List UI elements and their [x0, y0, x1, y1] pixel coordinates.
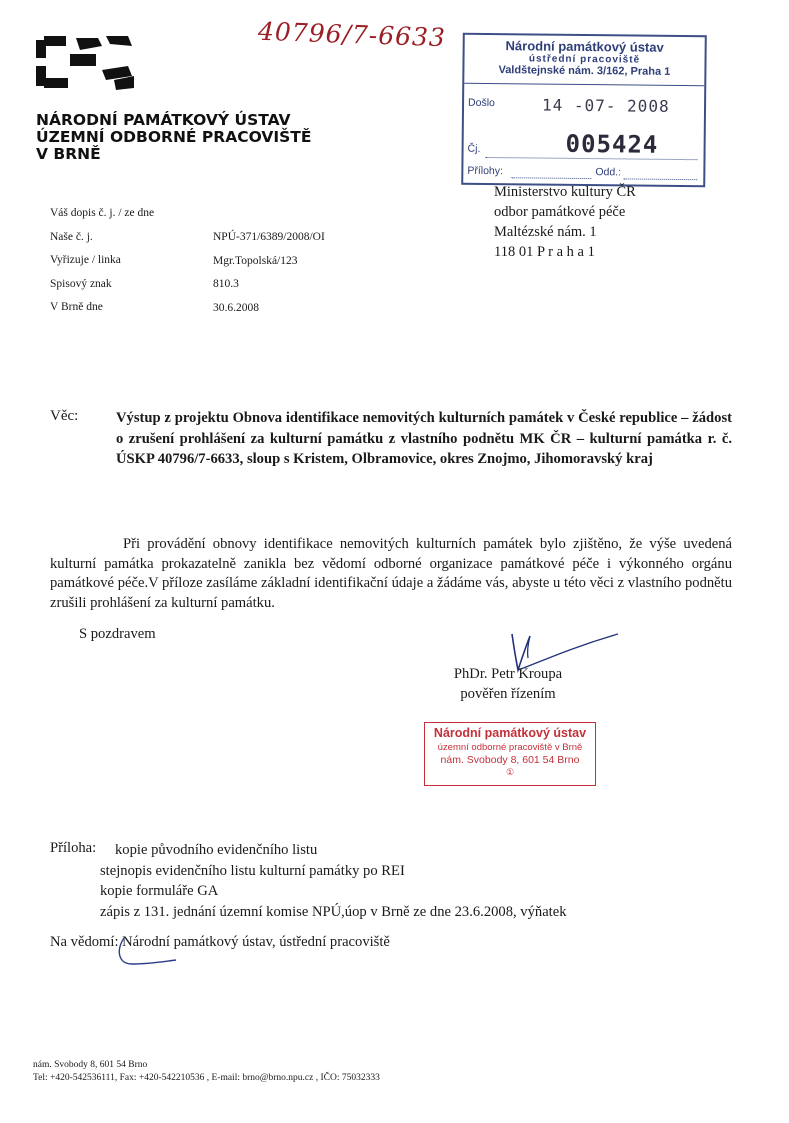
- reference-value: Mgr.Topolská/123: [213, 254, 298, 267]
- receipt-stamp-org: Národní památkový ústav: [505, 38, 664, 55]
- receipt-received-date: 14 -07- 2008: [541, 95, 670, 116]
- footer-address: nám. Svobody 8, 601 54 Brno: [33, 1060, 148, 1070]
- copy-to: Na vědomí: Národní památkový ústav, ústřední pracoviště: [50, 934, 390, 950]
- reference-labels: [50, 202, 154, 320]
- attachment-item: stejnopis evidenčního listu kulturní památky po REI: [100, 862, 405, 879]
- receipt-stamp: [461, 33, 707, 188]
- npu-logo: [36, 36, 136, 90]
- handwritten-mark: [110, 930, 180, 970]
- receipt-ref-number: 005424: [565, 129, 659, 159]
- attachments-list: [100, 840, 567, 922]
- attachment-item: kopie formuláře GA: [100, 883, 219, 899]
- reference-value: 810.3: [213, 278, 239, 291]
- receipt-attachments-label: Přílohy:: [467, 164, 504, 178]
- attachment-item: kopie původního evidenčního listu: [115, 842, 318, 858]
- receipt-received-label: Došlo: [468, 96, 495, 110]
- receipt-attachments-line: [511, 177, 591, 179]
- office-stamp: [424, 722, 596, 786]
- institution-line: NÁRODNÍ PAMÁTKOVÝ ÚSTAV: [36, 111, 291, 129]
- office-stamp-number: ①: [505, 767, 515, 777]
- reference-value: NPÚ-371/6389/2008/OI: [213, 231, 325, 243]
- recipient-address: [494, 182, 636, 262]
- reference-label: Váš dopis č. j. / ze dne: [50, 207, 155, 219]
- letter-body: Při provádění obnovy identifikace nemovitých kulturních památek bylo zjištěno, že výše uvedená kulturní památka prokazatelně zanikla bez vědomí odborné organizace památkové péče i výkonného orgánu památkové péče.V příloze zasíláme základní identifikační údaje a žádáme vás, abyste u této věci z vlastního podnětu zrušili prohlášení za kulturní památku.: [50, 536, 732, 611]
- institution-line: ÚZEMNÍ ODBORNÉ PRACOVIŠTĚ: [36, 128, 312, 146]
- reference-values: [213, 226, 325, 320]
- receipt-dept-label: Odd.:: [595, 166, 622, 179]
- recipient-line: odbor památkové péče: [494, 204, 626, 220]
- signer-block: [437, 664, 579, 704]
- handwritten-reference: 40796/7-6633: [257, 16, 447, 53]
- recipient-line: Maltézské nám. 1: [494, 224, 597, 240]
- office-stamp-org: Národní památkový ústav: [433, 726, 587, 740]
- reference-value: 30.6.2008: [213, 301, 259, 314]
- receipt-ref-line: [485, 157, 697, 160]
- subject-label: Věc:: [50, 408, 79, 424]
- receipt-stamp-unit: ústřední pracoviště: [528, 53, 641, 66]
- receipt-stamp-address: Valdštejnské nám. 3/162, Praha 1: [498, 64, 671, 78]
- office-stamp-address: nám. Svobody 8, 601 54 Brno: [440, 754, 580, 766]
- recipient-line: 118 01 P r a h a 1: [494, 244, 595, 260]
- reference-label: Spisový znak: [50, 277, 112, 290]
- signer-name: PhDr. Petr Kroupa: [453, 666, 563, 682]
- attachment-item: zápis z 131. jednání územní komise NPÚ,úop v Brně ze dne 23.6.2008, výňatek: [100, 903, 567, 920]
- institution-line: V BRNĚ: [36, 145, 101, 163]
- attachments-label: Příloha:: [50, 840, 97, 856]
- recipient-line: Ministerstvo kultury ČR: [494, 184, 636, 200]
- reference-label: Naše č. j.: [50, 230, 93, 243]
- receipt-ref-label: Čj.: [467, 142, 481, 155]
- reference-label: V Brně dne: [50, 301, 103, 314]
- office-stamp-unit: územní odborné pracoviště v Brně: [437, 742, 583, 753]
- subject-text: Výstup z projektu Obnova identifikace nemovitých kulturních památek v České republice – žádost o zrušení prohlášení za kulturní památku z vlastního podnětu MK ČR – kulturní památka r. č. ÚSKP 40796/7-6633, sloup s Kristem, Olbramovice, okres Znojmo, Jihomoravský kraj: [116, 410, 732, 467]
- institution-heading: [36, 112, 311, 163]
- receipt-stamp-header: [464, 35, 704, 87]
- footer: [33, 1059, 380, 1085]
- reference-label: Vyřizuje / linka: [50, 254, 121, 267]
- receipt-dept-line: [623, 178, 697, 180]
- greeting: S pozdravem: [79, 626, 156, 642]
- footer-contact: Tel: +420-542536111, Fax: +420-542210536 , E-mail: brno@brno.npu.cz , IČO: 75032333: [33, 1073, 380, 1083]
- signer-role: pověřen řízením: [460, 686, 556, 702]
